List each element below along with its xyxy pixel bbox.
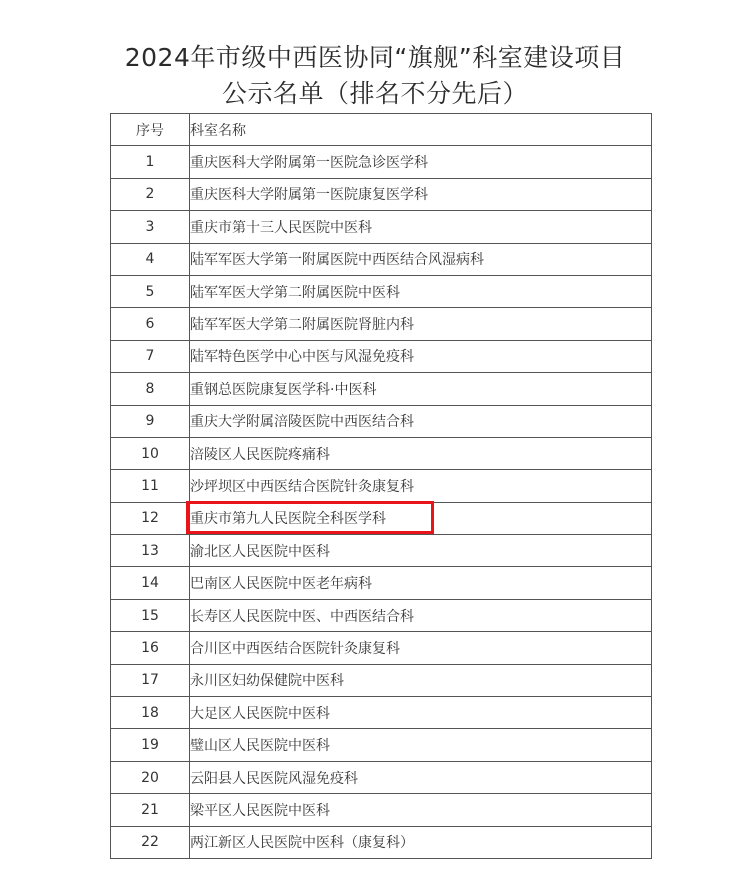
department-name: 合川区中西医结合医院针灸康复科 bbox=[190, 632, 652, 664]
department-list-table bbox=[110, 113, 652, 859]
table-row bbox=[111, 664, 652, 696]
row-number: 6 bbox=[111, 308, 190, 340]
row-number: 11 bbox=[111, 470, 190, 502]
department-name: 重庆医科大学附属第一医院康复医学科 bbox=[190, 178, 652, 210]
department-name: 涪陵区人民医院疼痛科 bbox=[190, 437, 652, 469]
table-row bbox=[111, 632, 652, 664]
department-name: 重庆市第九人民医院全科医学科 bbox=[190, 502, 652, 534]
row-number: 16 bbox=[111, 632, 190, 664]
row-number: 19 bbox=[111, 729, 190, 761]
table-row bbox=[111, 697, 652, 729]
row-number: 5 bbox=[111, 275, 190, 307]
row-number: 2 bbox=[111, 178, 190, 210]
header-name: 科室名称 bbox=[190, 114, 652, 146]
table-row bbox=[111, 275, 652, 307]
department-name: 永川区妇幼保健院中医科 bbox=[190, 664, 652, 696]
row-number: 14 bbox=[111, 567, 190, 599]
table-row bbox=[111, 761, 652, 793]
department-name: 重庆大学附属涪陵医院中西医结合科 bbox=[190, 405, 652, 437]
department-name: 重庆市第十三人民医院中医科 bbox=[190, 211, 652, 243]
table-row bbox=[111, 794, 652, 826]
header-num: 序号 bbox=[111, 114, 190, 146]
department-name: 大足区人民医院中医科 bbox=[190, 697, 652, 729]
table-header-row bbox=[111, 114, 652, 146]
row-number: 20 bbox=[111, 761, 190, 793]
department-name: 云阳县人民医院风湿免疫科 bbox=[190, 761, 652, 793]
table-row bbox=[111, 729, 652, 761]
table-body bbox=[111, 146, 652, 859]
table-row bbox=[111, 146, 652, 178]
table-row bbox=[111, 211, 652, 243]
department-name: 陆军军医大学第二附属医院中医科 bbox=[190, 275, 652, 307]
table-row bbox=[111, 502, 652, 534]
table-row bbox=[111, 599, 652, 631]
table-row bbox=[111, 567, 652, 599]
table-row bbox=[111, 535, 652, 567]
row-number: 15 bbox=[111, 599, 190, 631]
row-number: 1 bbox=[111, 146, 190, 178]
department-name: 重钢总医院康复医学科·中医科 bbox=[190, 373, 652, 405]
table-row bbox=[111, 340, 652, 372]
department-name: 渝北区人民医院中医科 bbox=[190, 535, 652, 567]
table-row bbox=[111, 308, 652, 340]
department-name: 沙坪坝区中西医结合医院针灸康复科 bbox=[190, 470, 652, 502]
row-number: 17 bbox=[111, 664, 190, 696]
row-number: 18 bbox=[111, 697, 190, 729]
row-number: 21 bbox=[111, 794, 190, 826]
department-name: 陆军军医大学第二附属医院肾脏内科 bbox=[190, 308, 652, 340]
department-name: 巴南区人民医院中医老年病科 bbox=[190, 567, 652, 599]
department-name: 重庆医科大学附属第一医院急诊医学科 bbox=[190, 146, 652, 178]
department-name: 陆军军医大学第一附属医院中西医结合风湿病科 bbox=[190, 243, 652, 275]
table-row bbox=[111, 405, 652, 437]
table-row bbox=[111, 437, 652, 469]
row-number: 12 bbox=[111, 502, 190, 534]
department-name: 璧山区人民医院中医科 bbox=[190, 729, 652, 761]
row-number: 10 bbox=[111, 437, 190, 469]
document-title-line2: 公示名单（排名不分先后） bbox=[221, 79, 528, 108]
row-number: 7 bbox=[111, 340, 190, 372]
department-name: 长寿区人民医院中医、中西医结合科 bbox=[190, 599, 652, 631]
document-title-line1: 2024年市级中西医协同“旗舰”科室建设项目 bbox=[124, 43, 626, 72]
row-number: 13 bbox=[111, 535, 190, 567]
row-number: 3 bbox=[111, 211, 190, 243]
row-number: 8 bbox=[111, 373, 190, 405]
department-name: 两江新区人民医院中医科（康复科） bbox=[190, 826, 652, 858]
row-number: 4 bbox=[111, 243, 190, 275]
row-number: 22 bbox=[111, 826, 190, 858]
table-row bbox=[111, 470, 652, 502]
table-row bbox=[111, 373, 652, 405]
table-row bbox=[111, 826, 652, 858]
table-row bbox=[111, 243, 652, 275]
department-name: 梁平区人民医院中医科 bbox=[190, 794, 652, 826]
department-name: 陆军特色医学中心中医与风湿免疫科 bbox=[190, 340, 652, 372]
row-number: 9 bbox=[111, 405, 190, 437]
table-row bbox=[111, 178, 652, 210]
